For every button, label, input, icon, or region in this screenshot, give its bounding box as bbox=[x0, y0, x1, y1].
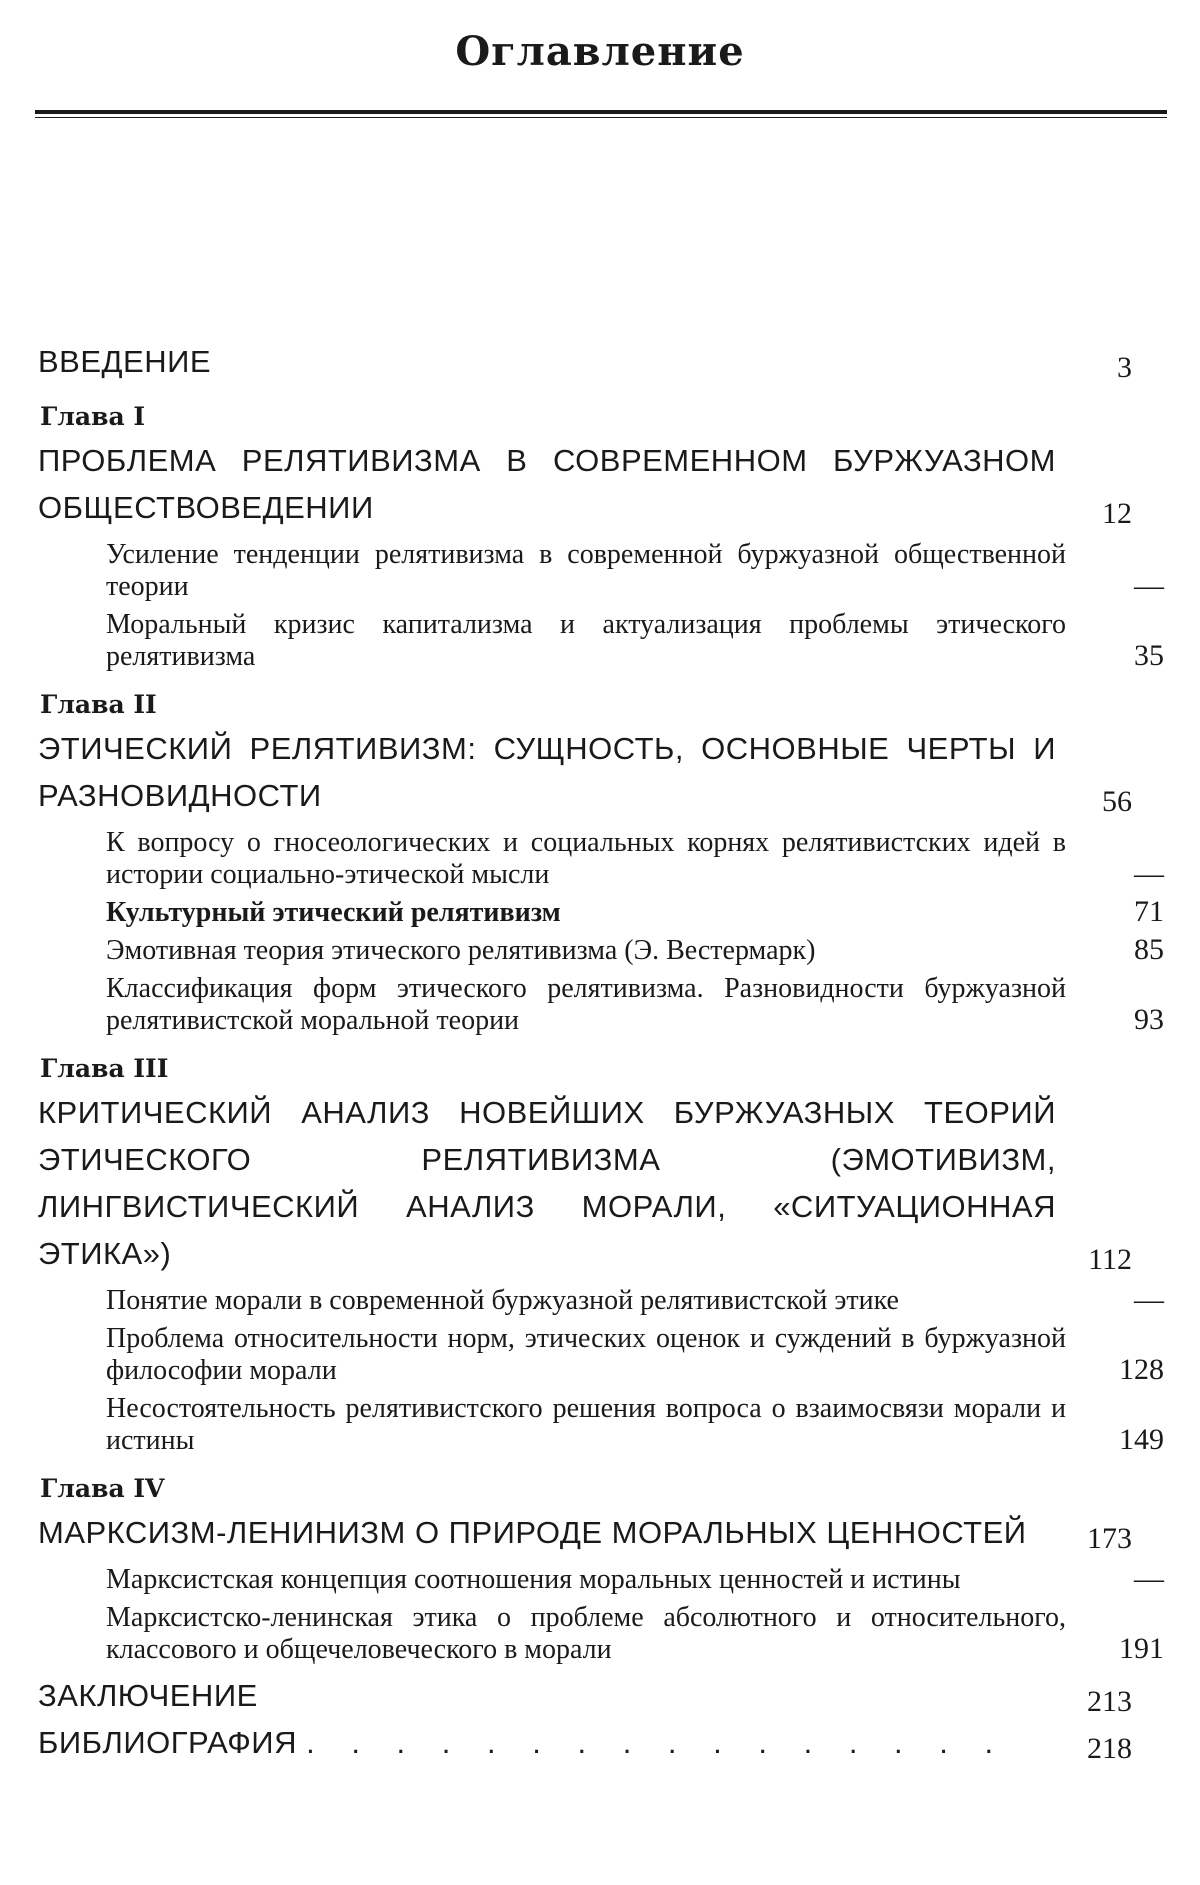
section-title: Усиление тенденции релятивизма в современной буржуазной общественной теории bbox=[106, 539, 1066, 602]
chapter-label: Глава IV bbox=[40, 1474, 165, 1503]
title-rule bbox=[35, 110, 1167, 114]
page-number: 56 bbox=[1102, 785, 1132, 818]
toc-entry-chapter-1[interactable] bbox=[0, 437, 1200, 531]
page-number: 191 bbox=[1119, 1632, 1164, 1665]
page-number: 112 bbox=[1088, 1243, 1132, 1276]
toc-section[interactable] bbox=[106, 1323, 1164, 1387]
title-rule-thin bbox=[35, 117, 1167, 118]
toc-entry-chapter-4[interactable] bbox=[0, 1509, 1200, 1556]
toc-section[interactable] bbox=[106, 1393, 1164, 1457]
toc-entry-conclusion[interactable] bbox=[0, 1672, 1200, 1719]
toc-section[interactable] bbox=[106, 1602, 1164, 1666]
toc-entry-intro[interactable] bbox=[0, 338, 1200, 385]
page-number: — bbox=[1134, 1562, 1164, 1595]
page-number: 128 bbox=[1119, 1353, 1164, 1386]
toc-entry-chapter-3[interactable] bbox=[0, 1089, 1200, 1277]
section-title: Понятие морали в современной буржуазной релятивистской этике bbox=[106, 1285, 899, 1316]
section-title: Эмотивная теория этического релятивизма (Э. Вестермарк) bbox=[106, 935, 816, 966]
chapter-label: Глава III bbox=[40, 1054, 169, 1083]
page-number: 93 bbox=[1134, 1003, 1164, 1036]
toc-section[interactable] bbox=[106, 933, 1164, 967]
toc-section[interactable] bbox=[106, 1562, 1164, 1596]
chapter-label: Глава II bbox=[40, 690, 157, 719]
page-title: Оглавление bbox=[455, 28, 745, 75]
chapter-title: КРИТИЧЕСКИЙ АНАЛИЗ НОВЕЙШИХ БУРЖУАЗНЫХ ТЕОРИЙ ЭТИЧЕСКОГО РЕЛЯТИВИЗМА (ЭМОТИВИЗМ, ЛИНГВИСТИЧЕСКИЙ АНАЛИЗ МОРАЛИ, «СИТУАЦИОННАЯ ЭТИКА») bbox=[38, 1095, 1056, 1271]
chapter-title: МАРКСИЗМ-ЛЕНИНИЗМ О ПРИРОДЕ МОРАЛЬНЫХ ЦЕННОСТЕЙ bbox=[38, 1515, 1027, 1550]
bibliography-label: БИБЛИОГРАФИЯ bbox=[38, 1725, 297, 1760]
entry-title: ВВЕДЕНИЕ bbox=[38, 344, 212, 379]
page-number: 149 bbox=[1119, 1423, 1164, 1456]
section-title: К вопросу о гносеологических и социальных корнях релятивистских идей в истории социально-этической мысли bbox=[106, 827, 1066, 890]
page-number: — bbox=[1134, 1283, 1164, 1316]
page-number: 85 bbox=[1134, 933, 1164, 966]
chapter-title: ПРОБЛЕМА РЕЛЯТИВИЗМА В СОВРЕМЕННОМ БУРЖУАЗНОМ ОБЩЕСТВОВЕДЕНИИ bbox=[38, 443, 1056, 525]
page-number: 213 bbox=[1087, 1685, 1132, 1718]
entry-title: ЗАКЛЮЧЕНИЕ bbox=[38, 1678, 258, 1713]
section-title: Марксистская концепция соотношения моральных ценностей и истины bbox=[106, 1564, 961, 1595]
section-title: Проблема относительности норм, этических оценок и суждений в буржуазной философии морали bbox=[106, 1323, 1066, 1386]
chapter-label: Глава I bbox=[40, 402, 146, 431]
page-number: 12 bbox=[1102, 497, 1132, 530]
entry-title bbox=[38, 1719, 1056, 1766]
section-title: Культурный этический релятивизм bbox=[106, 897, 561, 928]
section-title: Моральный кризис капитализма и актуализация проблемы этического релятивизма bbox=[106, 609, 1066, 672]
toc-section[interactable] bbox=[106, 895, 1164, 929]
page-number: 35 bbox=[1134, 639, 1164, 672]
page-number: — bbox=[1134, 857, 1164, 890]
toc-section[interactable] bbox=[106, 827, 1164, 891]
page-number: 71 bbox=[1134, 895, 1164, 928]
chapter-title: ЭТИЧЕСКИЙ РЕЛЯТИВИЗМ: СУЩНОСТЬ, ОСНОВНЫЕ ЧЕРТЫ И РАЗНОВИДНОСТИ bbox=[38, 731, 1056, 813]
toc-section[interactable] bbox=[106, 539, 1164, 603]
table-of-contents bbox=[0, 338, 1200, 1766]
toc-section[interactable] bbox=[106, 1283, 1164, 1317]
section-title: Классификация форм этического релятивизма. Разновидности буржуазной релятивистской моральной теории bbox=[106, 973, 1066, 1036]
page-number: 3 bbox=[1117, 351, 1132, 384]
toc-entry-bibliography[interactable] bbox=[0, 1719, 1200, 1766]
page-number: 218 bbox=[1087, 1732, 1132, 1765]
section-title: Несостоятельность релятивистского решения вопроса о взаимосвязи морали и истины bbox=[106, 1393, 1066, 1456]
toc-entry-chapter-2[interactable] bbox=[0, 725, 1200, 819]
toc-section[interactable] bbox=[106, 609, 1164, 673]
dot-leader: . . . . . . . . . . . . . . . . bbox=[306, 1725, 1008, 1760]
page-number: — bbox=[1134, 569, 1164, 602]
section-title: Марксистско-ленинская этика о проблеме абсолютного и относительного, классового и общечеловеческого в морали bbox=[106, 1602, 1066, 1665]
page-number: 173 bbox=[1087, 1522, 1132, 1555]
toc-section[interactable] bbox=[106, 973, 1164, 1037]
